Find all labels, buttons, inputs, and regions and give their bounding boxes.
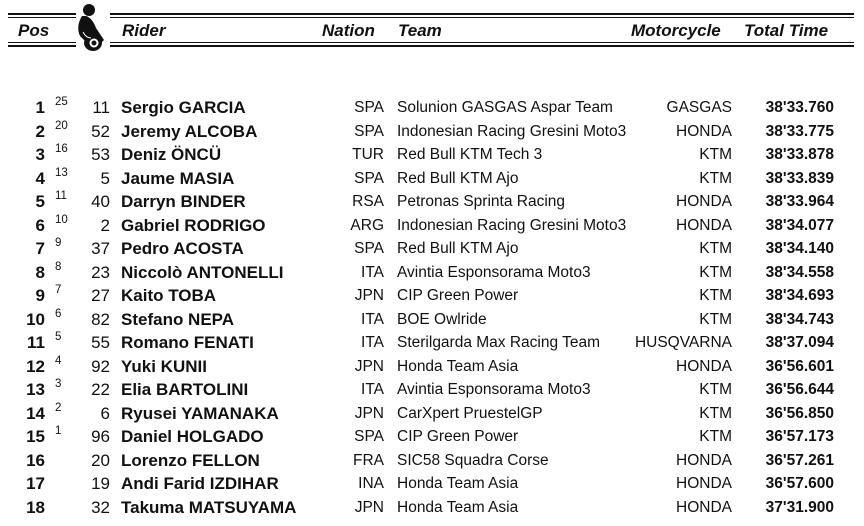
- rider-name: Takuma MATSUYAMA: [121, 497, 297, 517]
- rider-number: 2: [100, 215, 110, 235]
- rider-number: 32: [91, 497, 110, 517]
- points: 7: [55, 284, 62, 296]
- rider-name: Gabriel RODRIGO: [121, 215, 266, 235]
- table-row: [0, 167, 864, 190]
- motorcycle: KTM: [699, 169, 732, 187]
- nation: INA: [358, 475, 384, 492]
- motorcycle: HONDA: [676, 193, 732, 210]
- points: 10: [55, 213, 68, 226]
- table-row: [0, 331, 864, 354]
- total-time: 38'37.094: [765, 334, 834, 351]
- rider-name: Andi Farid IZDIHAR: [121, 474, 279, 493]
- table-row: [0, 402, 864, 425]
- team: Sterilgarda Max Racing Team: [397, 334, 601, 351]
- nation: ITA: [361, 263, 384, 281]
- total-time: 36'56.601: [765, 357, 834, 375]
- position: 2: [35, 121, 45, 141]
- motorcycle: KTM: [699, 146, 732, 163]
- position: 15: [26, 427, 45, 446]
- position: 17: [26, 474, 45, 493]
- table-row: [0, 214, 864, 237]
- total-time: 36'57.261: [765, 451, 834, 469]
- rider-name: Niccolò ANTONELLI: [121, 262, 284, 282]
- position: 3: [35, 145, 45, 164]
- header-total-time: Total Time: [744, 21, 829, 40]
- team: CIP Green Power: [397, 287, 519, 304]
- points: 6: [55, 307, 62, 320]
- rider-number: 22: [91, 380, 110, 399]
- nation: FRA: [353, 451, 384, 469]
- motorcycle: HONDA: [676, 357, 732, 375]
- points: 3: [55, 378, 62, 390]
- team: Indonesian Racing Gresini Moto3: [397, 122, 627, 140]
- team: CIP Green Power: [397, 428, 519, 445]
- total-time: 38'33.775: [765, 122, 834, 140]
- points: 20: [55, 119, 68, 132]
- position: 13: [26, 380, 45, 399]
- rider-name: Kaito TOBA: [121, 286, 217, 305]
- rider-name: Yuki KUNII: [121, 356, 207, 376]
- total-time: 36'57.600: [765, 475, 834, 492]
- total-time: 38'34.077: [765, 216, 834, 234]
- table-row: [0, 284, 864, 307]
- points: 11: [55, 190, 67, 202]
- team: Red Bull KTM Tech 3: [397, 146, 543, 163]
- rider-number: 92: [91, 356, 110, 376]
- motorcycle: HONDA: [676, 122, 732, 140]
- motorcycle: HONDA: [676, 216, 732, 234]
- position: 12: [26, 356, 45, 376]
- rider-number: 6: [100, 403, 110, 423]
- table-row: [0, 449, 864, 472]
- rider-name: Elia BARTOLINI: [121, 380, 249, 399]
- table-row: [0, 237, 864, 260]
- rider-number: 52: [91, 121, 110, 141]
- rider-number: 37: [91, 239, 110, 258]
- points: 13: [55, 166, 68, 179]
- team: Honda Team Asia: [397, 475, 519, 492]
- points: 5: [55, 331, 62, 343]
- rider-name: Deniz ÖNCÜ: [121, 145, 222, 164]
- position: 9: [35, 286, 45, 305]
- nation: ITA: [361, 334, 384, 351]
- motorcycle-rider-icon: [74, 2, 108, 54]
- rider-name: Ryusei YAMANAKA: [121, 403, 279, 423]
- nation: JPN: [354, 404, 384, 422]
- nation: SPA: [354, 99, 384, 116]
- motorcycle: HONDA: [676, 475, 732, 492]
- rider-name: Lorenzo FELLON: [121, 450, 260, 470]
- position: 7: [35, 239, 45, 258]
- total-time: 38'34.743: [765, 310, 834, 328]
- rider-name: Daniel HOLGADO: [121, 427, 264, 446]
- points: 1: [55, 425, 62, 437]
- position: 18: [26, 497, 45, 517]
- team: BOE Owlride: [397, 310, 487, 328]
- total-time: 38'33.839: [765, 169, 834, 187]
- points: 25: [55, 96, 68, 108]
- position: 10: [26, 309, 45, 329]
- position: 16: [26, 450, 45, 470]
- motorcycle: KTM: [699, 381, 732, 398]
- rider-number: 23: [91, 262, 110, 282]
- position: 8: [35, 262, 45, 282]
- total-time: 38'34.140: [765, 240, 834, 257]
- header-team: Team: [398, 21, 442, 40]
- team: Indonesian Racing Gresini Moto3: [397, 216, 627, 234]
- team: Red Bull KTM Ajo: [397, 240, 519, 257]
- points: 4: [55, 354, 62, 367]
- team: Red Bull KTM Ajo: [397, 169, 519, 187]
- header-motorcycle: Motorcycle: [631, 21, 721, 40]
- table-row: [0, 496, 864, 519]
- motorcycle: KTM: [699, 240, 732, 257]
- nation: SPA: [354, 240, 384, 257]
- team: Avintia Esponsorama Moto3: [397, 263, 591, 281]
- rider-number: 96: [91, 427, 110, 446]
- nation: SPA: [354, 122, 384, 140]
- motorcycle: HONDA: [676, 498, 732, 516]
- nation: JPN: [354, 498, 384, 516]
- position: 6: [35, 215, 45, 235]
- nation: ITA: [361, 310, 384, 328]
- team: Solunion GASGAS Aspar Team: [397, 99, 613, 116]
- rider-name: Jeremy ALCOBA: [121, 121, 258, 141]
- nation: SPA: [354, 169, 384, 187]
- team: Honda Team Asia: [397, 357, 519, 375]
- total-time: 36'56.644: [765, 381, 834, 398]
- motorcycle: GASGAS: [666, 99, 732, 116]
- table-row: [0, 378, 864, 401]
- total-time: 38'34.558: [765, 263, 834, 281]
- motorcycle: KTM: [699, 428, 732, 445]
- motorcycle: KTM: [699, 287, 732, 304]
- points: 2: [55, 401, 62, 414]
- header-pos: Pos: [18, 21, 50, 40]
- total-time: 38'34.693: [765, 287, 834, 304]
- table-row: [0, 143, 864, 166]
- total-time: 38'33.760: [765, 99, 834, 116]
- table-row: [0, 96, 864, 119]
- motorcycle: HONDA: [676, 451, 732, 469]
- position: 11: [27, 333, 45, 352]
- total-time: 38'33.964: [765, 193, 834, 210]
- motorcycle: KTM: [699, 404, 732, 422]
- rider-number: 5: [100, 168, 110, 188]
- table-row: [0, 472, 864, 495]
- team: Avintia Esponsorama Moto3: [397, 381, 591, 398]
- nation: ARG: [350, 216, 384, 234]
- nation: SPA: [354, 428, 384, 445]
- position: 5: [35, 192, 45, 211]
- rider-name: Stefano NEPA: [121, 309, 235, 329]
- points: 9: [55, 237, 62, 249]
- rider-number: 53: [91, 145, 110, 164]
- rider-number: 55: [91, 333, 110, 352]
- nation: RSA: [352, 193, 384, 210]
- nation: ITA: [361, 381, 384, 398]
- position: 4: [35, 168, 45, 188]
- total-time: 36'57.173: [765, 428, 834, 445]
- header-nation: Nation: [322, 21, 375, 40]
- rider-name: Sergio GARCIA: [121, 98, 246, 117]
- motorcycle: HUSQVARNA: [634, 334, 732, 351]
- table-row: [0, 425, 864, 448]
- team: CarXpert PruestelGP: [397, 404, 543, 422]
- position: 14: [26, 403, 45, 423]
- points: 8: [55, 260, 62, 273]
- motorcycle: KTM: [699, 263, 732, 281]
- table-row: [0, 120, 864, 143]
- header-rider: Rider: [122, 21, 166, 40]
- rider-number: 27: [91, 286, 110, 305]
- team: SIC58 Squadra Corse: [397, 451, 549, 469]
- rider-number: 40: [91, 192, 110, 211]
- rider-name: Jaume MASIA: [121, 168, 235, 188]
- motorcycle: KTM: [699, 310, 732, 328]
- table-row: [0, 261, 864, 284]
- rider-name: Romano FENATI: [121, 333, 254, 352]
- rider-name: Pedro ACOSTA: [121, 239, 244, 258]
- table-row: [0, 190, 864, 213]
- rider-number: 11: [92, 98, 110, 117]
- team: Honda Team Asia: [397, 498, 519, 516]
- points: 16: [55, 143, 68, 155]
- total-time: 37'31.900: [765, 498, 834, 516]
- nation: JPN: [354, 287, 384, 304]
- position: 1: [35, 98, 45, 117]
- table-row: [0, 308, 864, 331]
- total-time: 38'33.878: [765, 146, 834, 163]
- rider-name: Darryn BINDER: [121, 192, 246, 211]
- total-time: 36'56.850: [765, 404, 834, 422]
- rider-number: 20: [91, 450, 110, 470]
- table-row: [0, 355, 864, 378]
- team: Petronas Sprinta Racing: [397, 193, 566, 210]
- rider-number: 19: [91, 474, 110, 493]
- nation: JPN: [354, 357, 384, 375]
- nation: TUR: [352, 146, 384, 163]
- rider-number: 82: [91, 309, 110, 329]
